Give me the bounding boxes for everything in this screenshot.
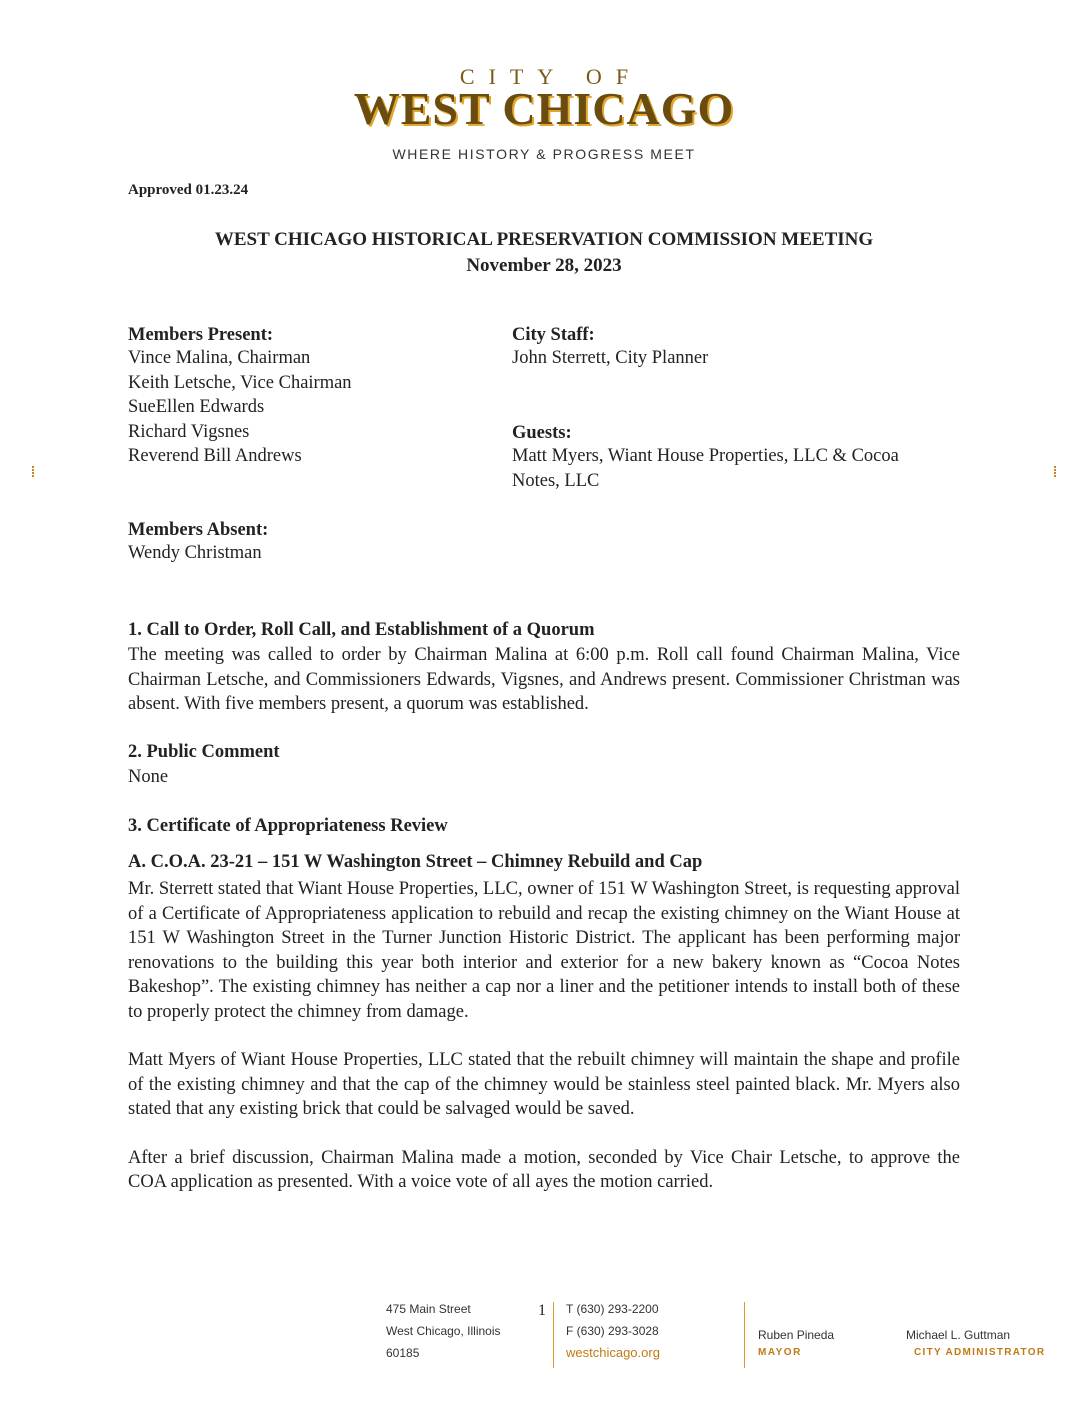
members-absent-label: Members Absent:: [128, 520, 269, 540]
document-title: [0, 227, 1088, 279]
administrator-title: CITY ADMINISTRATOR: [914, 1347, 1046, 1358]
member-name: Vince Malina, Chairman: [128, 348, 311, 368]
section-heading: 2. Public Comment: [128, 742, 280, 762]
member-name: Reverend Bill Andrews: [128, 446, 302, 466]
administrator-name: Michael L. Guttman: [906, 1328, 1011, 1342]
fax: F (630) 293-3028: [566, 1324, 659, 1338]
section-coa-review: [128, 814, 960, 839]
footer-mayor: [758, 1326, 834, 1362]
subsection-heading: A. C.O.A. 23-21 – 151 W Washington Street – Chimney Rebuild and Cap: [128, 852, 703, 872]
address-line: 60185: [386, 1346, 420, 1360]
members-present: [128, 325, 468, 469]
section-heading: 1. Call to Order, Roll Call, and Establishment of a Quorum: [128, 620, 595, 640]
absent-name: Wendy Christman: [128, 543, 262, 563]
city-staff-label: City Staff:: [512, 325, 595, 345]
section-coa-23-21: [128, 850, 960, 1195]
members-absent: [128, 520, 268, 566]
member-name: Keith Letsche, Vice Chairman: [128, 372, 352, 393]
staff-name: John Sterrett, City Planner: [512, 348, 709, 368]
member-name: SueEllen Edwards: [128, 397, 265, 417]
margin-dot-left-icon: [32, 466, 37, 471]
address-line: 475 Main Street: [386, 1302, 471, 1316]
paragraph: Matt Myers of Wiant House Properties, LLC stated that the rebuilt chimney will maintain the shape and profile of the existing chimney and that the cap of the chimney would be stainless steel painted black. Mr. Myers also stated that any existing brick that could be salvaged would be saved.: [128, 1050, 960, 1119]
footer-administrator: [906, 1326, 1045, 1362]
guests-label: Guests:: [512, 423, 572, 443]
guests: [512, 423, 982, 493]
logo-west-chicago: WEST CHICAGO: [353, 83, 735, 134]
city-staff: [512, 325, 972, 371]
tagline: WHERE HISTORY & PROGRESS MEET: [392, 146, 696, 162]
title-date: November 28, 2023: [466, 255, 622, 276]
section-text: None: [128, 767, 169, 787]
guest-line-1: Matt Myers, Wiant House Properties, LLC & Cocoa: [512, 446, 899, 466]
paragraph: After a brief discussion, Chairman Malina made a motion, seconded by Vice Chair Letsche, to approve the COA application as presented. With a voice vote of all ayes the motion carried.: [128, 1147, 960, 1192]
footer-address: [386, 1298, 501, 1364]
approved-stamp: Approved 01.23.24: [128, 182, 249, 198]
margin-dot-right-icon: [1054, 466, 1059, 471]
phone: T (630) 293-2200: [566, 1302, 659, 1316]
section-text: The meeting was called to order by Chairman Malina at 6:00 p.m. Roll call found Chairman Malina, Vice Chairman Letsche, and Commissioners Edwards, Vigsnes, and Andrews present. Commissioner Christman was absent. With five members present, a quorum was established.: [128, 645, 960, 714]
address-line: West Chicago, Illinois: [386, 1324, 501, 1338]
footer-contact: [566, 1298, 660, 1364]
title-line-1: WEST CHICAGO HISTORICAL PRESERVATION COMMISSION MEETING: [214, 229, 874, 250]
mayor-title: MAYOR: [758, 1347, 802, 1358]
mayor-name: Ruben Pineda: [758, 1328, 835, 1342]
footer-divider: [553, 1302, 554, 1368]
footer-divider: [744, 1302, 745, 1368]
section-public-comment: [128, 740, 960, 790]
section-call-to-order: [128, 618, 960, 717]
member-name: Richard Vigsnes: [128, 421, 250, 442]
paragraph: Mr. Sterrett stated that Wiant House Properties, LLC, owner of 151 W Washington Street, is requesting approval of a Certificate of Appropriateness application to rebuild and recap the existing chimney on the Wiant House at 151 W Washington Street in the Turner Junction Historic District. The applicant has been performing major renovations to the building this year both interior and exterior for a new bakery known as “Cocoa Notes Bakeshop”. The existing chimney has neither a cap nor a liner and the petitioner intends to install both of these to properly protect the chimney from damage.: [128, 879, 960, 1022]
website-link[interactable]: westchicago.org: [566, 1345, 660, 1360]
section-heading: 3. Certificate of Appropriateness Review: [128, 816, 448, 836]
guest-line-2: Notes, LLC: [512, 470, 600, 491]
logo-city-of: CITY OF: [459, 64, 643, 89]
page-number: 1: [538, 1302, 546, 1319]
members-present-label: Members Present:: [128, 325, 274, 345]
